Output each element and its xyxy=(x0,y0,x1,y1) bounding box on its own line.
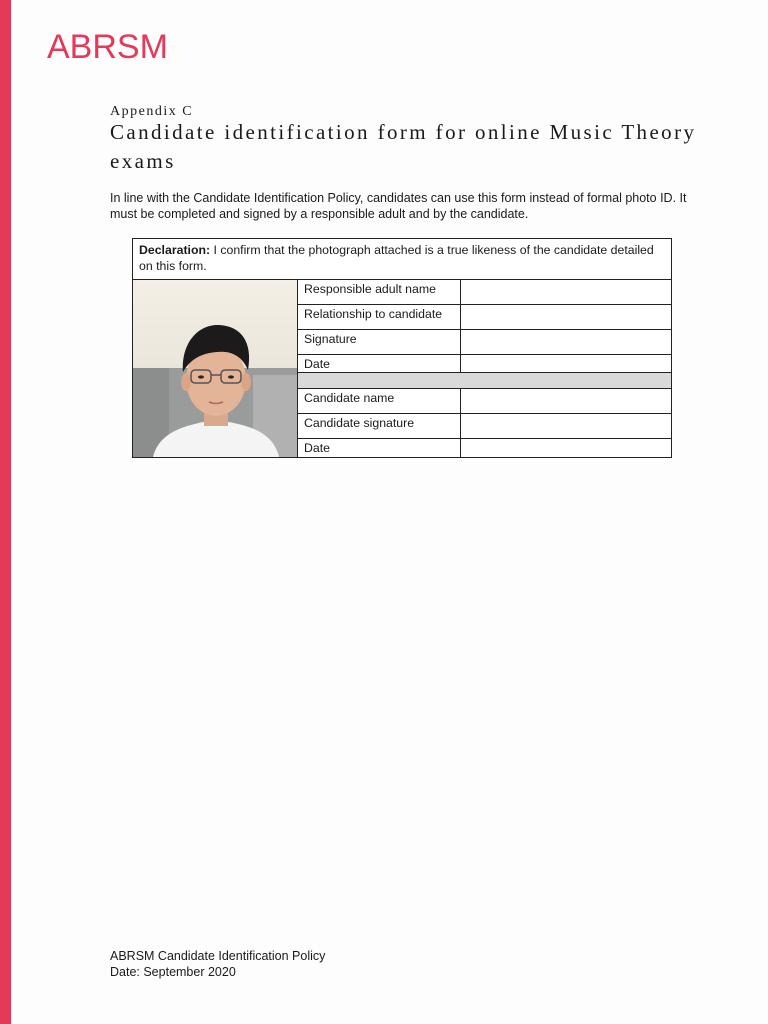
relationship-input[interactable] xyxy=(461,305,671,329)
appendix-label: Appendix C xyxy=(110,104,194,119)
form-fields xyxy=(298,280,671,457)
field-row-relationship xyxy=(298,305,671,330)
responsible-adult-name-input[interactable] xyxy=(461,280,671,304)
field-row-signature xyxy=(298,330,671,355)
candidate-photo-image xyxy=(133,280,297,457)
field-row-candidate-date xyxy=(298,439,671,457)
page-footer xyxy=(110,948,325,980)
candidate-date-input[interactable] xyxy=(461,439,671,457)
candidate-photo xyxy=(133,280,298,457)
declaration-text: I confirm that the photograph attached is a true likeness of the candidate detailed on this form. xyxy=(139,243,654,273)
footer-date: Date: September 2020 xyxy=(110,965,236,979)
field-label: Candidate signature xyxy=(298,414,461,438)
signature-input[interactable] xyxy=(461,330,671,354)
declaration-label: Declaration: xyxy=(139,243,211,257)
candidate-signature-input[interactable] xyxy=(461,414,671,438)
field-label: Signature xyxy=(298,330,461,354)
date-input[interactable] xyxy=(461,355,671,372)
page-title: Candidate identification form for online Music Theory exams xyxy=(110,120,697,173)
intro-paragraph: In line with the Candidate Identification Policy, candidates can use this form instead of formal photo ID. It must be completed and signed by a responsible adult and by the candidate. xyxy=(110,191,687,221)
field-label: Date xyxy=(298,439,461,457)
footer-policy-name: ABRSM Candidate Identification Policy xyxy=(110,949,326,963)
field-label: Candidate name xyxy=(298,389,461,413)
field-row-responsible-adult-name xyxy=(298,280,671,305)
field-label: Relationship to candidate xyxy=(298,305,461,329)
field-row-candidate-name xyxy=(298,389,671,414)
field-label: Date xyxy=(298,355,461,372)
accent-sidebar-bar xyxy=(0,0,11,1024)
candidate-name-input[interactable] xyxy=(461,389,671,413)
field-row-date xyxy=(298,355,671,373)
abrsm-logo: ABRSM xyxy=(47,28,168,66)
field-row-candidate-signature xyxy=(298,414,671,439)
form-body xyxy=(133,280,671,457)
section-divider xyxy=(298,373,671,389)
declaration-cell xyxy=(133,239,671,280)
identification-form xyxy=(132,238,672,458)
field-label: Responsible adult name xyxy=(298,280,461,304)
